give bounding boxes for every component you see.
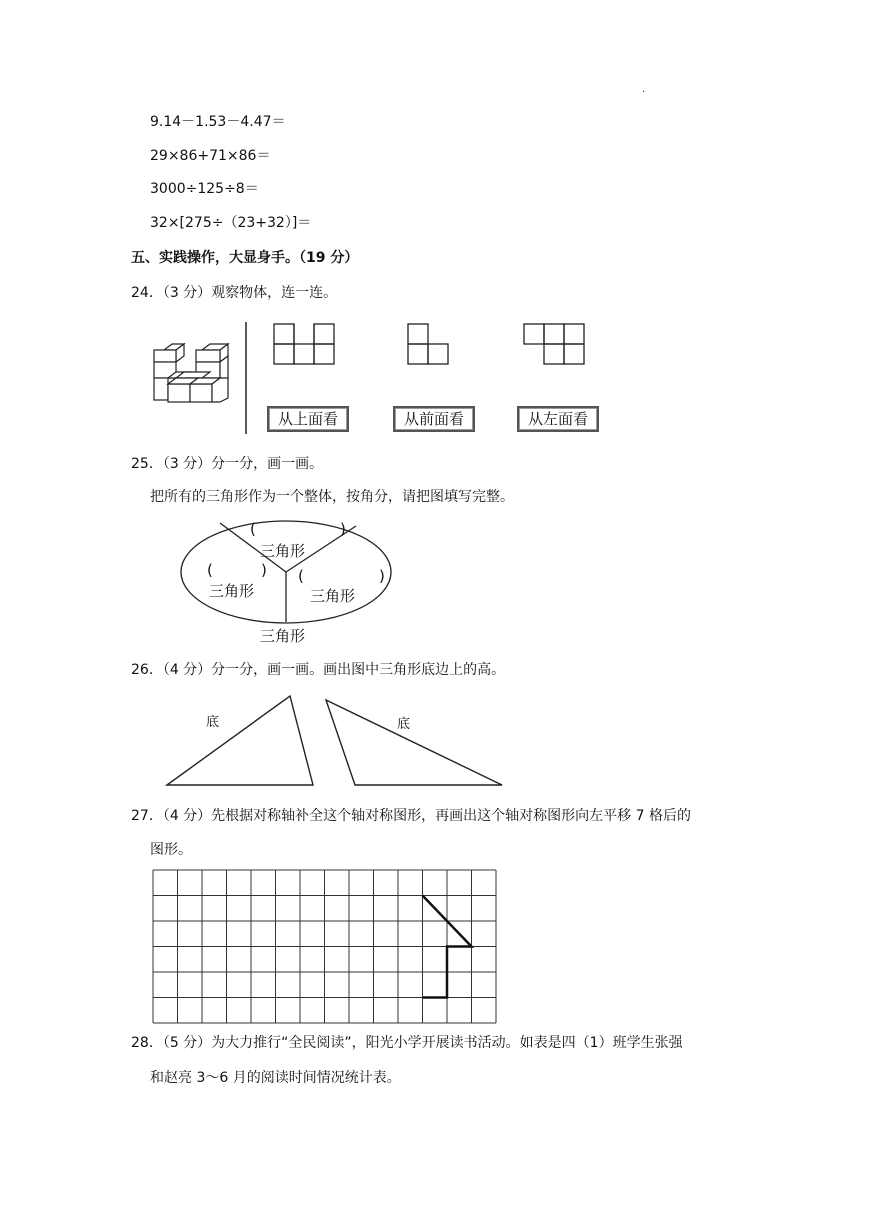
blank-left-close: ) (261, 561, 267, 579)
question-24: 24．（3 分）观察物体，连一连。 (131, 285, 338, 301)
section-5-title: 五、实践操作，大显身手。（19 分） (131, 250, 359, 266)
label-right-triangle: 三角形 (310, 587, 356, 605)
question-25: 25．（3 分）分一分，画一画。 (131, 456, 324, 472)
question-27-line-1: 27．（4 分）先根据对称轴补全这个轴对称图形，再画出这个轴对称图形向左平移 7 格后的 (131, 808, 691, 824)
base-label-right: 底 (397, 717, 411, 732)
divider-line (244, 322, 248, 434)
option-top-view[interactable]: 从上面看 (267, 406, 349, 432)
cube-stack-figure (150, 340, 235, 410)
expression-1: 9.14－1.53－4.47＝ (150, 114, 286, 130)
triangle-left (166, 694, 316, 786)
expression-3: 3000÷125÷8＝ (150, 181, 259, 197)
expression-4: 32×[275÷（23+32）]＝ (150, 215, 312, 231)
view-shape-b (407, 323, 449, 365)
blank-right-open: ( (298, 567, 304, 585)
base-label-left: 底 (206, 715, 220, 730)
blank-right-close: ) (379, 567, 385, 585)
question-26: 26．（4 分）分一分，画一画。画出图中三角形底边上的高。 (131, 662, 506, 678)
blank-left-open: ( (207, 561, 213, 579)
option-front-view[interactable]: 从前面看 (393, 406, 475, 432)
label-outer-triangle: 三角形 (260, 627, 306, 645)
option-left-view[interactable]: 从左面看 (517, 406, 599, 432)
question-25-instruction: 把所有的三角形作为一个整体，按角分，请把图填写完整。 (150, 489, 514, 505)
triangle-right (325, 698, 505, 786)
question-28-line-2: 和赵亮 3～6 月的阅读时间情况统计表。 (150, 1070, 401, 1086)
question-28-line-1: 28．（5 分）为大力推行“全民阅读”，阳光小学开展读书活动。如表是四（1）班学生张强 (131, 1035, 683, 1051)
square-grid (153, 870, 503, 1026)
question-27-line-2: 图形。 (150, 842, 192, 858)
label-top-triangle: 三角形 (260, 542, 306, 560)
label-left-triangle: 三角形 (209, 582, 255, 600)
blank-top-close: ) (340, 520, 346, 538)
view-shape-a (273, 323, 335, 365)
expression-2: 29×86+71×86＝ (150, 148, 271, 164)
header-mark: . (642, 84, 646, 95)
view-shape-c (523, 323, 585, 365)
blank-top-open: ( (250, 520, 256, 538)
